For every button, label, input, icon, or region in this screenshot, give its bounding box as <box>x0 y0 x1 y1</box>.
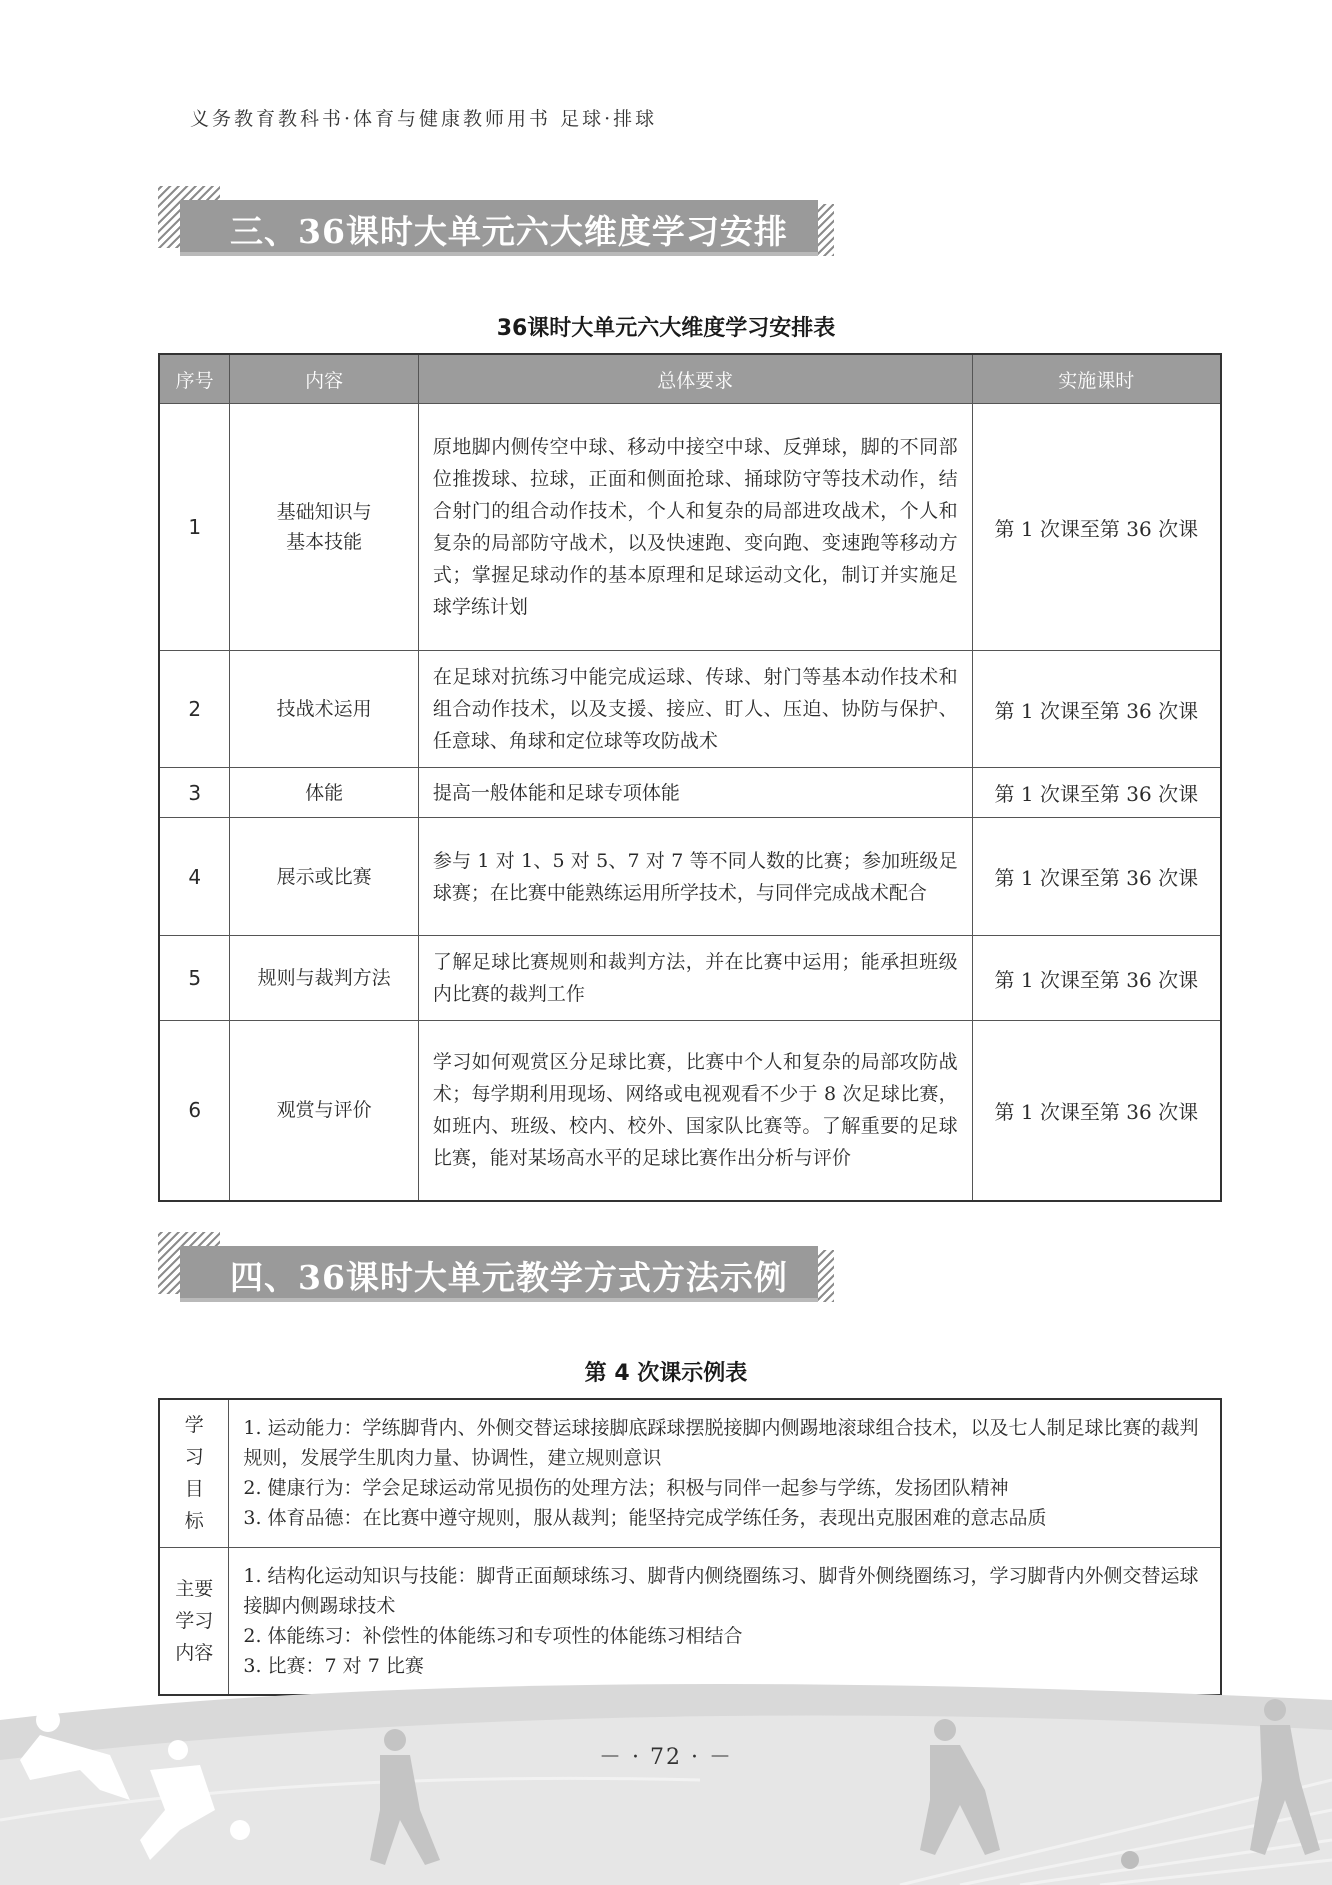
column-header: 总体要求 <box>418 354 972 404</box>
row-hours: 第 1 次课至第 36 次课 <box>972 651 1221 768</box>
column-header: 序号 <box>159 354 230 404</box>
table-caption: 36课时大单元六大维度学习安排表 <box>496 316 836 341</box>
row-content <box>230 818 419 936</box>
ball-icon <box>230 1820 250 1840</box>
row-number: 6 <box>159 1021 230 1201</box>
table-header-row <box>159 354 1221 404</box>
row-hours: 第 1 次课至第 36 次课 <box>972 768 1221 818</box>
row-requirement: 提高一般体能和足球专项体能 <box>418 768 972 818</box>
row-number: 2 <box>159 651 230 768</box>
learning-arrangement-table <box>158 353 1222 1202</box>
banner-bar <box>180 200 818 256</box>
section-title: 三、36课时大单元六大维度学习安排 <box>230 212 788 251</box>
row-label <box>159 1399 229 1547</box>
section-banner-3 <box>158 186 838 270</box>
content-line: 观赏与评价 <box>276 1099 372 1122</box>
column-header: 实施课时 <box>972 354 1221 404</box>
row-requirement: 参与 1 对 1、5 对 5、7 对 7 等不同人数的比赛；参加班级足球赛；在比赛中能熟练运用所学技术，与同伴完成战术配合 <box>418 818 972 936</box>
label-line: 习 <box>184 1446 204 1469</box>
row-number: 1 <box>159 404 230 651</box>
label-line: 标 <box>184 1510 204 1533</box>
label-line: 主要 <box>175 1577 214 1600</box>
label-line: 学 <box>184 1414 204 1437</box>
row-content <box>230 1021 419 1201</box>
running-head: 义务教育教科书·体育与健康教师用书 足球·排球 <box>190 108 658 130</box>
list-item: 3. 比赛：7 对 7 比赛 <box>243 1654 424 1677</box>
row-hours: 第 1 次课至第 36 次课 <box>972 404 1221 651</box>
row-content <box>230 404 419 651</box>
content-line: 体能 <box>305 781 344 804</box>
row-hours: 第 1 次课至第 36 次课 <box>972 1021 1221 1201</box>
content-line: 技战术运用 <box>276 698 372 720</box>
row-requirement: 在足球对抗练习中能完成运球、传球、射门等基本动作技术和组合动作技术，以及支援、接应、盯人、压迫、协防与保护、任意球、角球和定位球等攻防战术 <box>418 651 972 768</box>
section-title: 四、36课时大单元教学方式方法示例 <box>230 1258 788 1297</box>
content-line: 展示或比赛 <box>276 865 372 888</box>
banner-bar <box>180 1246 818 1302</box>
content-line: 基本技能 <box>286 531 363 553</box>
row-number: 4 <box>159 818 230 936</box>
lesson-example-table <box>158 1398 1222 1696</box>
row-hours: 第 1 次课至第 36 次课 <box>972 936 1221 1021</box>
label-line: 内容 <box>175 1641 214 1664</box>
table-row <box>159 768 1221 818</box>
table-row <box>159 404 1221 651</box>
ball-icon <box>1121 1851 1139 1869</box>
list-item: 1. 结构化运动知识与技能：脚背正面颠球练习、脚背内侧绕圈练习、脚背外侧绕圈练习，学习脚背内外侧交替运球接脚内侧踢球技术 <box>243 1564 1199 1617</box>
table-row <box>159 1399 1221 1547</box>
row-content <box>230 768 419 818</box>
row-requirement: 学习如何观赏区分足球比赛，比赛中个人和复杂的局部攻防战术；每学期利用现场、网络或电视观看不少于 8 次足球比赛，如班内、班级、校内、校外、国家队比赛等。了解重要的足球比赛，能对某场高水平的足球比赛作出分析与评价 <box>418 1021 972 1201</box>
label-line: 目 <box>184 1478 204 1501</box>
table-caption: 第 4 次课示例表 <box>584 1361 748 1386</box>
list-item: 3. 体育品德：在比赛中遵守规则，服从裁判；能坚持完成学练任务，表现出克服困难的意志品质 <box>243 1507 1047 1530</box>
page-number: － · 72 · － <box>599 1745 733 1770</box>
content-line: 基础知识与 <box>276 501 372 523</box>
row-content <box>230 651 419 768</box>
table-row <box>159 1021 1221 1201</box>
row-hours: 第 1 次课至第 36 次课 <box>972 818 1221 936</box>
column-header: 内容 <box>230 354 419 404</box>
list-item: 2. 体能练习：补偿性的体能练习和专项性的体能练习相结合 <box>243 1624 743 1647</box>
row-number: 5 <box>159 936 230 1021</box>
label-line: 学习 <box>175 1609 214 1632</box>
row-requirement: 原地脚内侧传空中球、移动中接空中球、反弹球，脚的不同部位推拨球、拉球，正面和侧面抢球、捅球防守等技术动作，结合射门的组合动作技术，个人和复杂的局部进攻战术，个人和复杂的局部防守战术，以及快速跑、变向跑、变速跑等移动方式；掌握足球动作的基本原理和足球运动文化，制订并实施足球学练计划 <box>418 404 972 651</box>
content-line: 规则与裁判方法 <box>257 967 391 989</box>
row-body <box>229 1399 1221 1547</box>
section-banner-4 <box>158 1232 838 1316</box>
row-requirement: 了解足球比赛规则和裁判方法，并在比赛中运用；能承担班级内比赛的裁判工作 <box>418 936 972 1021</box>
table-row <box>159 651 1221 768</box>
list-item: 1. 运动能力：学练脚背内、外侧交替运球接脚底踩球摆脱接脚内侧踢地滚球组合技术，以及七人制足球比赛的裁判规则，发展学生肌肉力量、协调性，建立规则意识 <box>243 1417 1199 1470</box>
row-content <box>230 936 419 1021</box>
table-row <box>159 818 1221 936</box>
table-row <box>159 936 1221 1021</box>
row-number: 3 <box>159 768 230 818</box>
list-item: 2. 健康行为：学会足球运动常见损伤的处理方法；积极与同伴一起参与学练，发扬团队精神 <box>243 1477 1009 1500</box>
footer-decoration <box>0 1660 1332 1885</box>
